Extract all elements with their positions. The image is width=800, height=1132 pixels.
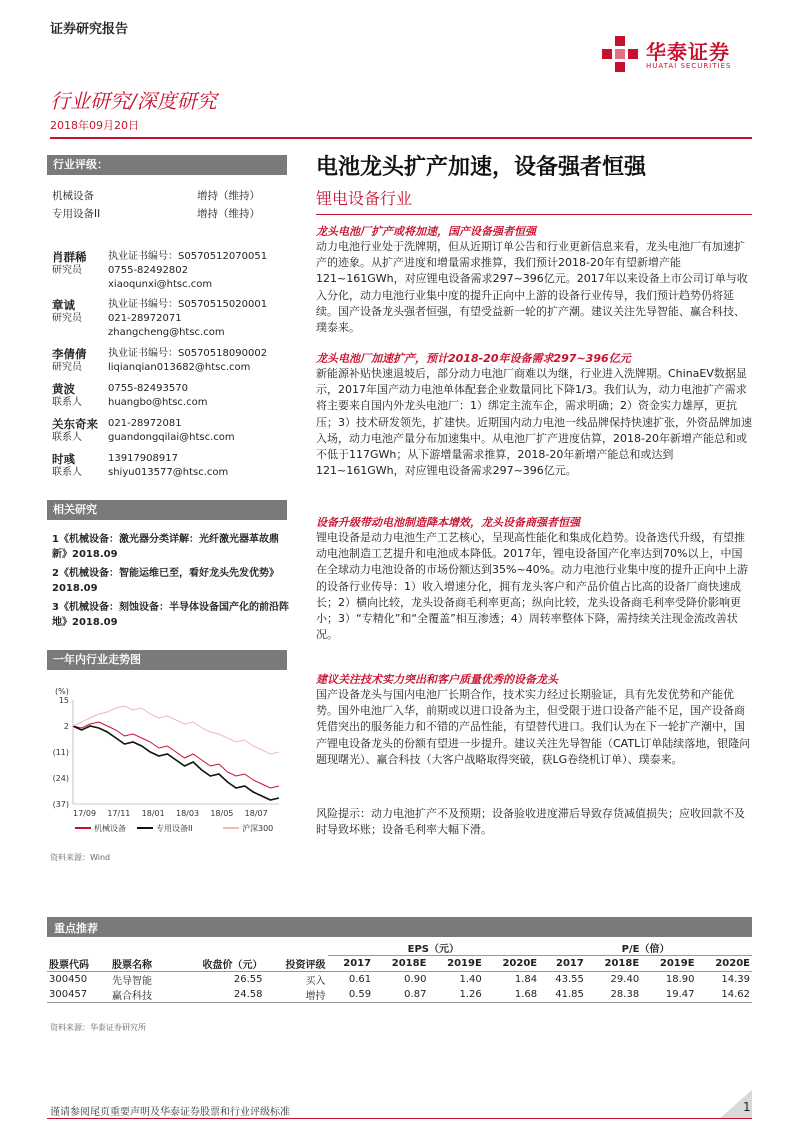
table-cell: 29.40 bbox=[610, 974, 640, 985]
table-header-cell: 投资评级 bbox=[265, 956, 328, 972]
chart-ytick-label: (24) bbox=[52, 774, 69, 783]
table-header-cell: 2017 bbox=[328, 956, 374, 972]
table-header-row bbox=[47, 956, 752, 972]
huatai-logo bbox=[602, 36, 752, 76]
analyst-email[interactable]: xiaoqunxi@htsc.com bbox=[108, 279, 213, 290]
rating-value: 增持（维持） bbox=[197, 208, 260, 220]
footer-rule bbox=[47, 1118, 752, 1119]
risk-warning: 风险提示：动力电池扩产不及预期；设备验收进度滞后导致存货减值损失；应收回款不及时导致坏账；设备毛利率大幅下滑。 bbox=[316, 807, 745, 837]
chart-ytick-label: 15 bbox=[58, 696, 69, 705]
table-cell: 买入 bbox=[305, 976, 326, 987]
rating-title: 行业评级： bbox=[47, 155, 287, 175]
table-row bbox=[47, 972, 752, 988]
table-cell: 18.90 bbox=[665, 974, 695, 985]
report-type: 证券研究报告 bbox=[50, 22, 129, 37]
huatai-logo-icon bbox=[602, 36, 638, 72]
table-cell: 24.58 bbox=[173, 987, 265, 1003]
analyst-card bbox=[52, 452, 292, 482]
section-heading: 龙头电池厂加速扩产，预计2018-20年设备需求297~396亿元 bbox=[316, 352, 631, 365]
section-body: 国产设备龙头与国内电池厂长期合作，技术实力经过长期验证，具有先发优势和产能优势。国外电池厂入华，前期或以进口设备为主，但受限于进口设备产能不足，国产设备商凭借突出的服务能力和不错的产品性能，有望替代进口。我们认为在下一轮扩产潮中，国产锂电设备龙头的份额有望进一步提升。建议关注先导智能（CATL订单陆续落地，银隆问题现曙光）、赢合科技（大客户战略取得突破，获LG卷绕机订单）、璞泰来。 bbox=[316, 688, 751, 766]
recommend-title: 重点推荐 bbox=[54, 922, 98, 935]
analyst-role: 联系人 bbox=[52, 432, 82, 443]
section-title: 行业研究/深度研究 bbox=[50, 89, 217, 113]
header-rule bbox=[50, 137, 752, 139]
table-cell: 43.55 bbox=[555, 974, 584, 985]
table-cell: 26.55 bbox=[233, 974, 263, 985]
table-cell: 1.68 bbox=[484, 987, 539, 1003]
related-item[interactable]: 1《机械设备：激光器分类详解：光纤激光器革故鼎新》2018.09 bbox=[52, 534, 279, 560]
rating-row bbox=[52, 188, 287, 203]
report-date: 2018年09月20日 bbox=[50, 119, 139, 132]
subtitle-rule bbox=[316, 214, 752, 215]
table-cell: 28.38 bbox=[586, 987, 641, 1003]
chart-series-line bbox=[73, 722, 279, 788]
chart-xtick-label: 18/07 bbox=[244, 809, 268, 818]
table-cell: 0.61 bbox=[348, 974, 372, 985]
table-header-cell: 股票名称 bbox=[110, 956, 173, 972]
chart-ylabel: (%) bbox=[55, 687, 69, 696]
table-header-cell: 2018E bbox=[586, 956, 641, 972]
analyst-role: 研究员 bbox=[52, 362, 82, 373]
chart-legend-label: 沪深300 bbox=[242, 824, 274, 833]
table-header-cell: 2020E bbox=[697, 956, 752, 972]
table-cell: 14.62 bbox=[697, 987, 752, 1003]
analyst-phone: 13917908917 bbox=[108, 453, 178, 464]
table-header-cell: 2018E bbox=[373, 956, 428, 972]
rating-value: 增持（维持） bbox=[197, 190, 260, 202]
rating-industry: 机械设备 bbox=[52, 190, 94, 202]
table-header-cell: 收盘价（元） bbox=[173, 956, 265, 972]
table-cell: 0.59 bbox=[328, 987, 374, 1003]
eps-header: EPS（元） bbox=[328, 940, 540, 956]
analyst-name: 李倩倩 bbox=[52, 347, 87, 361]
page-number: 1 bbox=[743, 1100, 751, 1114]
section-heading: 龙头电池厂扩产或将加速，国产设备强者恒强 bbox=[316, 225, 536, 238]
analyst-email[interactable]: shiyu013577@htsc.com bbox=[108, 467, 229, 478]
chart-legend-label: 机械设备 bbox=[94, 824, 126, 833]
analyst-name: 章诚 bbox=[52, 298, 75, 312]
chart-title: 一年内行业走势图 bbox=[47, 650, 287, 670]
section-body: 新能源补贴快速退坡后，部分动力电池厂商难以为继，行业进入洗牌期。ChinaEV数据显示，2017年国产动力电池单体配套企业数量同比下降1/3。我们认为，动力电池扩产需求将主要来自国内外龙头电池厂：1）绑定主流车企，需求明确；2）资金实力雄厚，更抗压；3）技术研发领先，扩建快。近期国内动力电池一线品牌保持快速扩张，外资品牌加速入场，动力电池产量分布加速集中。从电池厂扩产进度估算，2018-20年新增产能总和或不低于117GWh；从下游增量需求推算，2018-20年新增产能总和或达到121~161GWh，对应锂电设备需求297~396亿元。 bbox=[316, 367, 752, 478]
table-header-cell: 2020E bbox=[484, 956, 539, 972]
analyst-card bbox=[52, 417, 292, 447]
table-cell: 0.87 bbox=[373, 987, 428, 1003]
related-item[interactable]: 2《机械设备：智能运维已至，看好龙头先发优势》2018.09 bbox=[52, 568, 279, 594]
analyst-name: 时彧 bbox=[52, 452, 75, 466]
table-cell: 1.40 bbox=[459, 974, 482, 985]
report-subtitle: 锂电设备行业 bbox=[316, 189, 413, 208]
analyst-cert: 执业证书编号：S0570518090002 bbox=[108, 348, 268, 359]
chart-source: 资料来源：Wind bbox=[50, 853, 111, 862]
chart-ytick-label: (37) bbox=[52, 800, 69, 809]
chart-legend-label: 专用设备II bbox=[156, 824, 193, 833]
analyst-role: 研究员 bbox=[52, 313, 82, 324]
table-header-cell: 2017 bbox=[539, 956, 586, 972]
table-cell: 1.84 bbox=[514, 974, 538, 985]
pe-header: P/E（倍） bbox=[539, 940, 752, 956]
chart-xtick-label: 18/05 bbox=[210, 809, 234, 818]
analyst-phone: 0755-82493570 bbox=[108, 383, 188, 394]
analyst-email[interactable]: zhangcheng@htsc.com bbox=[108, 327, 225, 338]
chart-xtick-label: 18/01 bbox=[141, 809, 165, 818]
analyst-cert: 执业证书编号：S0570512070051 bbox=[108, 251, 268, 262]
table-group-row bbox=[47, 940, 752, 956]
table-header-cell: 2019E bbox=[641, 956, 696, 972]
table-source: 资料来源：华泰证券研究所 bbox=[50, 1023, 146, 1032]
analyst-role: 研究员 bbox=[52, 265, 82, 276]
table-cell: 增持 bbox=[265, 987, 328, 1003]
chart-xtick-label: 17/09 bbox=[73, 809, 97, 818]
analyst-phone: 021-28972071 bbox=[108, 313, 182, 324]
chart-ytick-label: 2 bbox=[63, 722, 69, 731]
analyst-phone: 021-28972081 bbox=[108, 418, 182, 429]
section-heading: 设备升级带动电池制造降本增效，龙头设备商强者恒强 bbox=[316, 516, 580, 529]
section-body: 锂电设备是动力电池生产工艺核心，呈现高性能化和集成化趋势。设备迭代升级，有望推动电池制造工艺提升和电池成本降低。2017年，锂电设备国产化率达到70%以上，中国在全球动力电池设备的市场份额达到35%~40%。动力电池行业集中度的提升正向中上游的设备行业传导：1）收入增速分化，拥有龙头客户和产品价值占比高的设备厂商快速成长；2）横向比较，龙头设备商毛利率更高；纵向比较，龙头设备商毛利率受降价影响更小；3）“专精化”和“全覆盖”相互渗透；4）周转率整体下降，需持续关注现金流改善状况。 bbox=[316, 531, 749, 642]
analyst-name: 黄波 bbox=[52, 382, 75, 396]
related-title: 相关研究 bbox=[47, 500, 287, 520]
section-body: 动力电池行业处于洗牌期，但从近期订单公告和行业更新信息来看，龙头电池厂有加速扩产的迹象。从扩产进度和增量需求推算，我们预计2018-20年有望新增产能121~161GWh，对应锂电设备需求297~396亿元。2017年以来设备上市公司订单与收入分化，动力电池行业集中度的提升正向中上游的设备行业传导，我们预计趋势仍将延续。国产设备龙头强者恒强，有望受益新一轮的扩产潮。建议关注先导智能、赢合科技、璞泰来。 bbox=[316, 240, 748, 335]
rating-industry: 专用设备II bbox=[52, 208, 101, 220]
chart-ytick-label: (11) bbox=[52, 748, 69, 757]
industry-trend-chart bbox=[47, 682, 287, 842]
analyst-card bbox=[52, 382, 292, 412]
table-cell: 先导智能 bbox=[111, 976, 152, 987]
analyst-card bbox=[52, 298, 292, 342]
table-cell: 14.39 bbox=[721, 974, 750, 985]
section-heading: 建议关注技术实力突出和客户质量优秀的设备龙头 bbox=[316, 673, 558, 686]
table-cell: 300457 bbox=[47, 987, 110, 1003]
recommend-table bbox=[47, 940, 752, 1003]
related-item[interactable]: 3《机械设备：刻蚀设备：半导体设备国产化的前沿阵地》2018.09 bbox=[52, 602, 289, 628]
analyst-role: 联系人 bbox=[52, 467, 82, 478]
table-row bbox=[47, 987, 752, 1003]
rating-row bbox=[52, 206, 287, 221]
analyst-name: 肖群稀 bbox=[52, 250, 87, 264]
table-cell: 41.85 bbox=[539, 987, 586, 1003]
table-cell: 赢合科技 bbox=[110, 987, 173, 1003]
logo-text-cn: 华泰证券 bbox=[646, 40, 730, 64]
analyst-email[interactable]: huangbo@htsc.com bbox=[108, 397, 208, 408]
recommend-header-bar bbox=[47, 917, 752, 937]
table-cell: 300450 bbox=[49, 974, 88, 985]
analyst-card bbox=[52, 250, 292, 294]
footer-disclaimer[interactable]: 谨请参阅尾页重要声明及华泰证券股票和行业评级标准 bbox=[50, 1107, 290, 1118]
analyst-email[interactable]: guandongqilai@htsc.com bbox=[108, 432, 235, 443]
table-cell: 19.47 bbox=[641, 987, 696, 1003]
chart-xtick-label: 17/11 bbox=[107, 809, 131, 818]
analyst-role: 联系人 bbox=[52, 397, 82, 408]
logo-text-en: HUATAI SECURITIES bbox=[646, 62, 732, 70]
analyst-name: 关东奇来 bbox=[52, 417, 98, 431]
analyst-card bbox=[52, 347, 292, 377]
analyst-cert: 执业证书编号：S0570515020001 bbox=[108, 299, 268, 310]
chart-xtick-label: 18/03 bbox=[176, 809, 200, 818]
analyst-email[interactable]: liqianqian013682@htsc.com bbox=[108, 362, 251, 373]
chart-series-line bbox=[73, 726, 279, 800]
table-cell: 0.90 bbox=[404, 974, 427, 985]
analyst-phone: 0755-82492802 bbox=[108, 265, 188, 276]
table-header-cell: 2019E bbox=[428, 956, 483, 972]
report-title: 电池龙头扩产加速，设备强者恒强 bbox=[316, 154, 647, 180]
table-header-cell: 股票代码 bbox=[47, 956, 110, 972]
table-cell: 1.26 bbox=[428, 987, 483, 1003]
